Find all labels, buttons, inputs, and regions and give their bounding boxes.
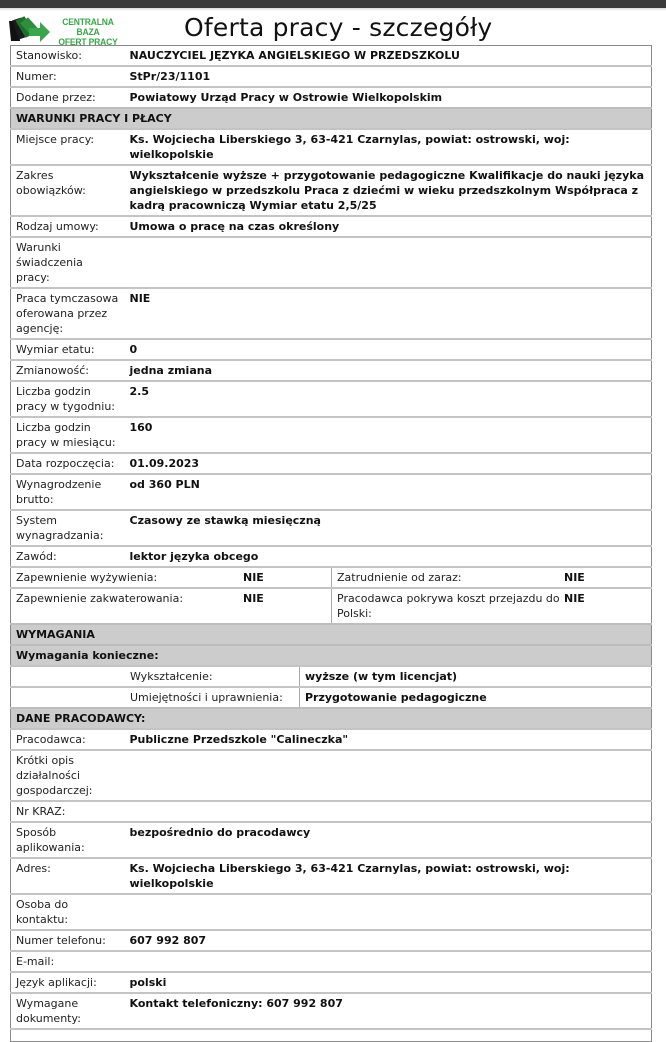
- application-method-value: bezpośrednio do pracodawcy: [125, 822, 652, 858]
- business-description-value: [125, 750, 652, 801]
- weekly-hours-value: 2.5: [125, 381, 652, 417]
- phone-value[interactable]: 607 992 807: [125, 930, 652, 951]
- accommodation-value: NIE: [243, 592, 264, 605]
- field-label: Zawód:: [11, 546, 125, 567]
- employer-value: Publiczne Przedszkole "Calineczka": [125, 729, 652, 750]
- required-documents-value: Kontakt telefoniczny: 607 992 807: [125, 993, 652, 1029]
- table-row: [11, 165, 652, 216]
- requirement-cell: [11, 666, 652, 687]
- table-row: [11, 474, 652, 510]
- field-label: Dodane przez:: [11, 87, 125, 108]
- field-label: Numer:: [11, 66, 125, 87]
- field-label: Wynagrodzenie brutto:: [11, 474, 125, 510]
- added-by-value: Powiatowy Urząd Pracy w Ostrowie Wielkopolskim: [125, 87, 652, 108]
- cbop-logo[interactable]: [9, 15, 139, 48]
- field-label: Zapewnienie wyżywienia:: [16, 571, 158, 584]
- field-label: Język aplikacji:: [11, 972, 125, 993]
- email-value: [125, 951, 652, 972]
- fte-value: 0: [125, 339, 652, 360]
- section-header-conditions: [11, 108, 652, 129]
- table-row: [11, 216, 652, 237]
- table-row: [11, 237, 652, 288]
- table-row: [11, 546, 652, 567]
- table-row: [11, 87, 652, 108]
- requirement-row: [11, 687, 652, 708]
- application-language-value: polski: [125, 972, 652, 993]
- field-label: [11, 1029, 125, 1041]
- subsection-title: Wymagania konieczne:: [11, 645, 652, 666]
- field-label: Stanowisko:: [11, 46, 125, 67]
- flags-row: [11, 567, 652, 588]
- field-label: E-mail:: [11, 951, 125, 972]
- table-row: [11, 66, 652, 87]
- table-row: [11, 453, 652, 474]
- table-row: [11, 288, 652, 339]
- logo-line-1: CENTRALNA BAZA: [62, 17, 114, 38]
- table-row: [11, 729, 652, 750]
- table-row: [11, 822, 652, 858]
- occupation-value: lektor języka obcego: [125, 546, 652, 567]
- skills-value: Przygotowanie pedagogiczne: [299, 688, 651, 707]
- table-row: [11, 858, 652, 894]
- salary-value: od 360 PLN: [125, 474, 652, 510]
- temp-agency-value: NIE: [125, 288, 652, 339]
- table-row: [11, 381, 652, 417]
- table-row: [11, 930, 652, 951]
- field-label: Warunki świadczenia pracy:: [11, 237, 125, 288]
- immediate-hire-value: NIE: [564, 571, 585, 584]
- education-value: wyższe (w tym licencjat): [299, 667, 651, 686]
- table-row: [11, 801, 652, 822]
- page-title: Oferta pracy - szczegóły: [184, 13, 493, 42]
- field-label: Adres:: [11, 858, 125, 894]
- work-conditions-value: [125, 237, 652, 288]
- field-label: System wynagradzania:: [11, 510, 125, 546]
- requirement-row: [11, 666, 652, 687]
- field-label: Zatrudnienie od zaraz:: [337, 571, 462, 584]
- field-label: Zakres obowiązków:: [11, 165, 125, 216]
- field-label: Wymiar etatu:: [11, 339, 125, 360]
- position-value: NAUCZYCIEL JĘZYKA ANGIELSKIEGO W PRZEDSZKOLU: [125, 46, 652, 67]
- flags-cell: [11, 567, 652, 588]
- field-label: Nr KRAZ:: [11, 801, 125, 822]
- table-row: [11, 46, 652, 67]
- field-label: Wymagane dokumenty:: [11, 993, 125, 1029]
- table-row: [11, 972, 652, 993]
- field-label: Zapewnienie zakwaterowania:: [16, 592, 184, 605]
- table-row: [11, 360, 652, 381]
- field-label: Data rozpoczęcia:: [11, 453, 125, 474]
- table-row: [11, 510, 652, 546]
- pay-system-value: Czasowy ze stawką miesięczną: [125, 510, 652, 546]
- flags-row: [11, 588, 652, 624]
- workplace-value: Ks. Wojciecha Liberskiego 3, 63-421 Czarnylas, powiat: ostrowski, woj: wielkopolskie: [125, 129, 652, 165]
- field-label: Wykształcenie:: [130, 670, 213, 683]
- logo-line-2: OFERT PRACY: [58, 37, 118, 48]
- duties-value: Wykształcenie wyższe + przygotowanie pedagogiczne Kwalifikacje do nauki języka angielskiego w przedszkolu Praca z dziećmi w wieku przedszkolnym Współpraca z kadrą pracowniczą Wymiar etatu 2,5/25: [125, 165, 652, 216]
- table-row: [11, 894, 652, 930]
- subsection-header-required: [11, 645, 652, 666]
- field-label: Liczba godzin pracy w miesiącu:: [11, 417, 125, 453]
- field-label: Pracodawca pokrywa koszt przejazdu do Polski:: [337, 592, 560, 620]
- table-row: [11, 339, 652, 360]
- section-title: WYMAGANIA: [11, 624, 652, 645]
- field-label: Zmianowość:: [11, 360, 125, 381]
- table-row: [11, 1029, 652, 1041]
- section-title: DANE PRACODAWCY:: [11, 708, 652, 729]
- field-label: Miejsce pracy:: [11, 129, 125, 165]
- logo-arrow-icon: [9, 15, 53, 43]
- empty-value: [125, 1029, 652, 1041]
- field-label: Sposób aplikowania:: [11, 822, 125, 858]
- logo-text: [52, 18, 124, 48]
- contact-person-value: [125, 894, 652, 930]
- table-row: [11, 750, 652, 801]
- meals-value: NIE: [243, 571, 264, 584]
- field-label: Krótki opis działalności gospodarczej:: [11, 750, 125, 801]
- field-label: Umiejętności i uprawnienia:: [130, 691, 283, 704]
- monthly-hours-value: 160: [125, 417, 652, 453]
- flags-cell: [11, 588, 652, 624]
- contract-type-value: Umowa o pracę na czas określony: [125, 216, 652, 237]
- field-label: Pracodawca:: [11, 729, 125, 750]
- field-label: Numer telefonu:: [11, 930, 125, 951]
- start-date-value: 01.09.2023: [125, 453, 652, 474]
- shifts-value: jedna zmiana: [125, 360, 652, 381]
- page-header: [0, 11, 666, 48]
- section-title: WARUNKI PRACY I PŁACY: [11, 108, 652, 129]
- offer-number-value: StPr/23/1101: [125, 66, 652, 87]
- table-row: [11, 129, 652, 165]
- table-row: [11, 951, 652, 972]
- browser-top-bar: [0, 0, 666, 8]
- field-label: Praca tymczasowa oferowana przez agencję:: [11, 288, 125, 339]
- section-header-requirements: [11, 624, 652, 645]
- address-value: Ks. Wojciecha Liberskiego 3, 63-421 Czarnylas, powiat: ostrowski, woj: wielkopolskie: [125, 858, 652, 894]
- field-label: Liczba godzin pracy w tygodniu:: [11, 381, 125, 417]
- field-label: Osoba do kontaktu:: [11, 894, 125, 930]
- job-offer-table: [10, 45, 652, 1042]
- kraz-value: [125, 801, 652, 822]
- travel-cost-value: NIE: [564, 592, 585, 605]
- table-row: [11, 417, 652, 453]
- table-row: [11, 993, 652, 1029]
- field-label: Rodzaj umowy:: [11, 216, 125, 237]
- section-header-employer: [11, 708, 652, 729]
- requirement-cell: [11, 687, 652, 708]
